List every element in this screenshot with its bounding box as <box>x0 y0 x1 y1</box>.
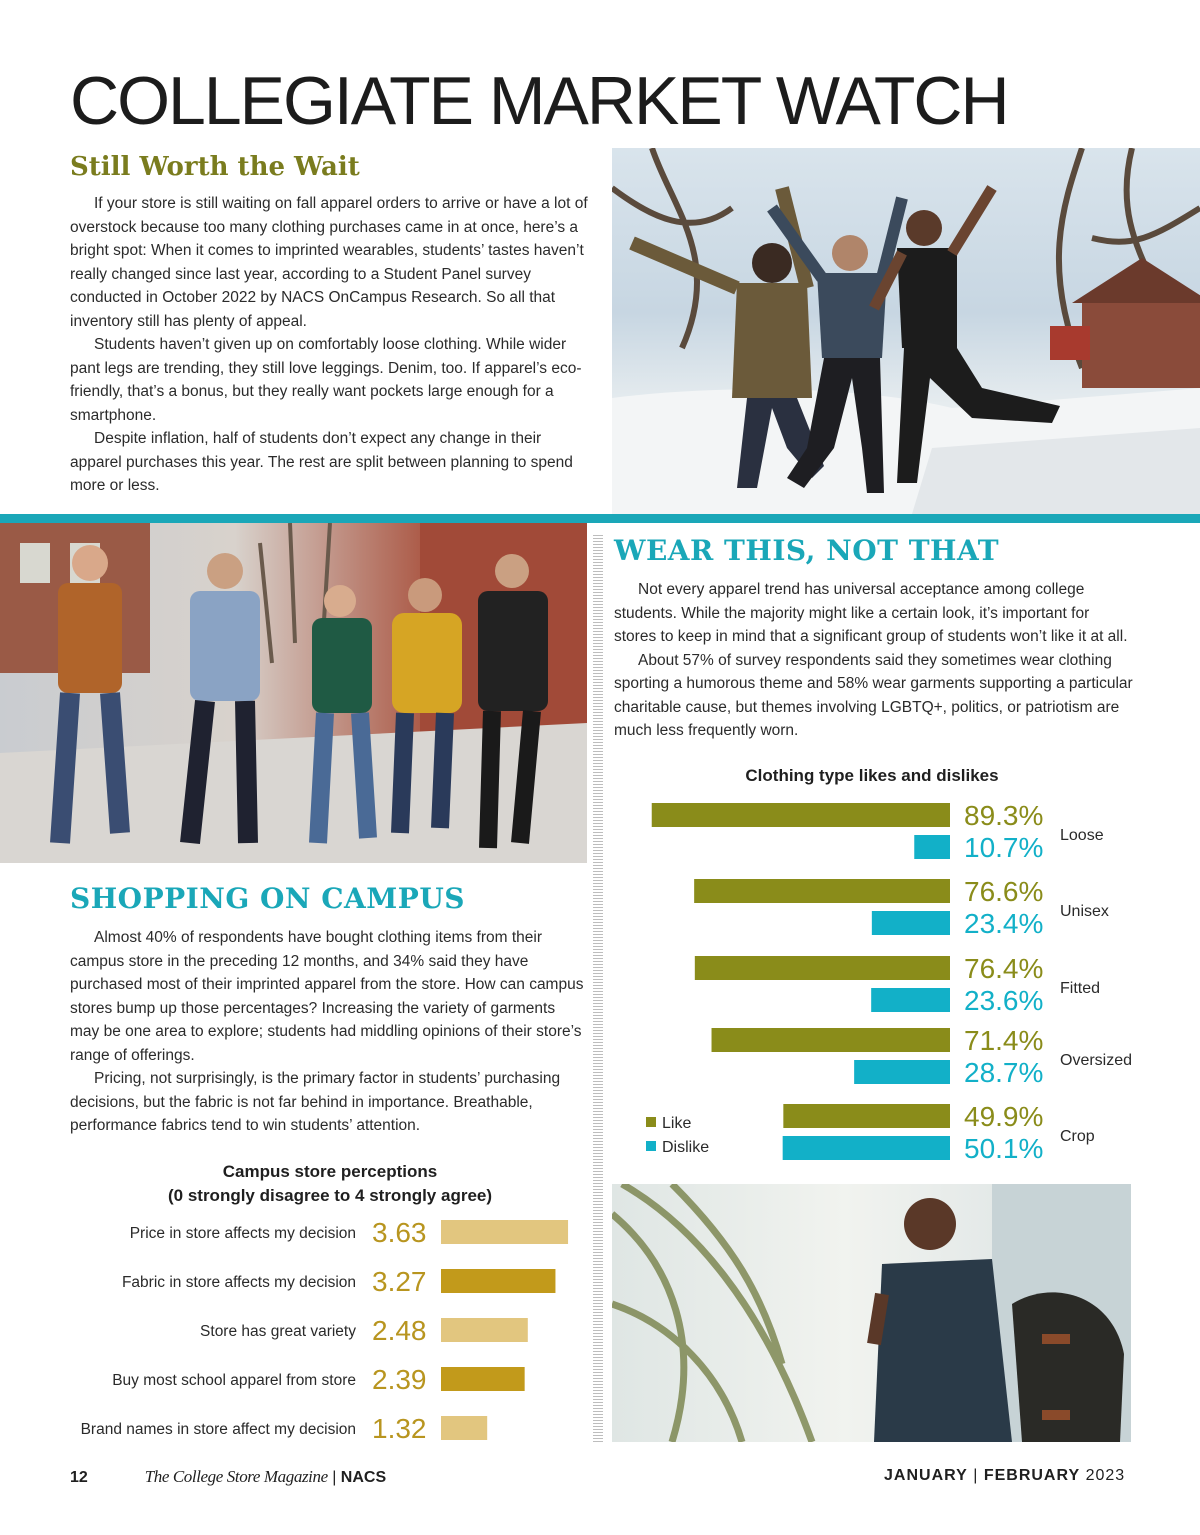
label-like-oversized: 71.4% <box>964 1025 1044 1056</box>
photo-student-backpack-illustration <box>612 1184 1131 1442</box>
bar-like-fitted <box>695 956 950 980</box>
section2-paragraph: About 57% of survey respondents said they sometimes wear clothing sporting a humorous theme and 58% wear garments supporting a particular charitable cause, but themes involving LGBTQ+, politics, or patriotism are much less frequently worn. <box>614 651 1133 739</box>
section1-paragraph: If your store is still waiting on fall apparel orders to arrive or have a lot of overstock because too many clothing purchases came in at once, here’s a bright spot: When it comes to imprinted wearables, students’ tastes haven’t really changed since last year, according to a Student Panel survey conducted in October 2022 by NACS OnCampus Research. So all that inventory still has plenty of appeal. <box>70 195 588 330</box>
perception-4-bar <box>441 1367 525 1391</box>
perception-4-value: 2.39 <box>372 1364 427 1395</box>
legend-dislike-swatch <box>646 1141 656 1151</box>
perception-3-label: Store has great variety <box>200 1323 356 1340</box>
bar-dislike-unisex <box>872 911 950 935</box>
bar-dislike-fitted <box>871 988 950 1012</box>
category-label-loose: Loose <box>1060 827 1104 844</box>
footer-right-issue <box>884 1467 1125 1485</box>
chart-perceptions-subtitle: (0 strongly disagree to 4 strongly agree) <box>167 1186 493 1205</box>
perception-2-bar <box>441 1269 555 1293</box>
issue-separator: | <box>973 1467 979 1484</box>
label-dislike-crop: 50.1% <box>964 1133 1044 1164</box>
chart-clothing-likes <box>600 795 1160 1170</box>
footer-left <box>70 1467 386 1487</box>
page-number: 12 <box>70 1469 88 1486</box>
label-like-loose: 89.3% <box>964 800 1044 831</box>
section3-paragraph: Pricing, not surprisingly, is the primary factor in students’ purchasing decisions, but the fabric is not far behind in importance. Breathable, performance fabrics tend to win students’ attention. <box>70 1070 561 1134</box>
label-dislike-fitted: 23.6% <box>964 985 1044 1016</box>
perception-3-bar <box>441 1318 528 1342</box>
perception-2-value: 3.27 <box>372 1266 427 1297</box>
photo-students-walking <box>0 523 587 863</box>
perception-1-label: Price in store affects my decision <box>129 1225 356 1242</box>
section1-paragraph: Despite inflation, half of students don’t expect any change in their apparel purchases this year. The rest are split between planning to spend more or less. <box>70 430 573 494</box>
section-heading-wear-this: WEAR THIS, NOT THAT <box>614 534 1000 567</box>
bar-dislike-loose <box>914 835 950 859</box>
category-label-oversized: Oversized <box>1060 1052 1133 1069</box>
perception-1-value: 3.63 <box>372 1217 427 1248</box>
bar-like-loose <box>652 803 950 827</box>
section3-paragraph: Almost 40% of respondents have bought clothing items from their campus store in the preceding 12 months, and 34% said they have purchased most of their imprinted apparel from the store. How can campus stores bump up those percentages? Increasing the variety of garments may be one area to explore; students had middling opinions of their store’s range of offerings. <box>70 929 584 1064</box>
masthead-title: COLLEGIATE MARKET WATCH <box>70 63 1008 139</box>
section-heading-still-worth: Still Worth the Wait <box>70 152 360 182</box>
photo-students-jumping-illustration <box>612 148 1200 514</box>
footer-separator: | <box>332 1469 337 1486</box>
bar-like-oversized <box>712 1028 950 1052</box>
chart-perceptions-title: Campus store perceptions <box>222 1162 438 1181</box>
label-dislike-loose: 10.7% <box>964 832 1044 863</box>
perception-4-label: Buy most school apparel from store <box>112 1372 356 1389</box>
category-label-crop: Crop <box>1060 1128 1095 1145</box>
perception-3-value: 2.48 <box>372 1315 427 1346</box>
issue-month-january: JANUARY <box>884 1467 968 1484</box>
chart-perceptions-title-block <box>70 1160 590 1208</box>
chart-clothing-title: Clothing type likes and dislikes <box>745 766 999 785</box>
magazine-name: The College Store Magazine <box>144 1467 328 1486</box>
label-dislike-unisex: 23.4% <box>964 908 1044 939</box>
photo-student-backpack <box>612 1184 1131 1442</box>
photo-students-jumping <box>612 148 1200 514</box>
chart-perceptions <box>60 1212 590 1452</box>
bar-like-crop <box>783 1104 950 1128</box>
bar-dislike-oversized <box>854 1060 950 1084</box>
label-like-unisex: 76.6% <box>964 876 1044 907</box>
perception-5-bar <box>441 1416 487 1440</box>
section-heading-shopping: SHOPPING ON CAMPUS <box>70 882 465 915</box>
org-name: NACS <box>340 1469 387 1486</box>
photo-students-walking-illustration <box>0 523 587 863</box>
legend-like-label: Like <box>662 1115 692 1132</box>
category-label-fitted: Fitted <box>1060 980 1101 997</box>
perception-5-label: Brand names in store affect my decision <box>80 1421 356 1438</box>
section2-body <box>614 578 1134 743</box>
section1-paragraph: Students haven’t given up on comfortably loose clothing. While wider pant legs are trending, they still love leggings. Denim, too. If apparel’s eco-friendly, that’s a bonus, but they really want pockets large enough for a smartphone. <box>70 336 582 424</box>
issue-year: 2023 <box>1085 1467 1126 1484</box>
category-label-unisex: Unisex <box>1060 903 1109 920</box>
perception-2-label: Fabric in store affects my decision <box>121 1274 356 1291</box>
label-like-fitted: 76.4% <box>964 953 1044 984</box>
section3-body <box>70 926 586 1138</box>
label-like-crop: 49.9% <box>964 1101 1044 1132</box>
section2-paragraph: Not every apparel trend has universal acceptance among college students. While the majority might like a certain look, it’s important for stores to keep in mind that a significant group of students won’t like it at all. <box>614 581 1128 645</box>
perception-1-bar <box>441 1220 568 1244</box>
legend-dislike-label: Dislike <box>662 1139 710 1156</box>
section1-body <box>70 192 590 498</box>
label-dislike-oversized: 28.7% <box>964 1057 1044 1088</box>
legend-like-swatch <box>646 1117 656 1127</box>
perception-5-value: 1.32 <box>372 1413 427 1444</box>
bar-like-unisex <box>694 879 950 903</box>
bar-dislike-crop <box>783 1136 950 1160</box>
section-divider-teal <box>0 514 1200 523</box>
issue-month-february: FEBRUARY <box>983 1467 1081 1484</box>
